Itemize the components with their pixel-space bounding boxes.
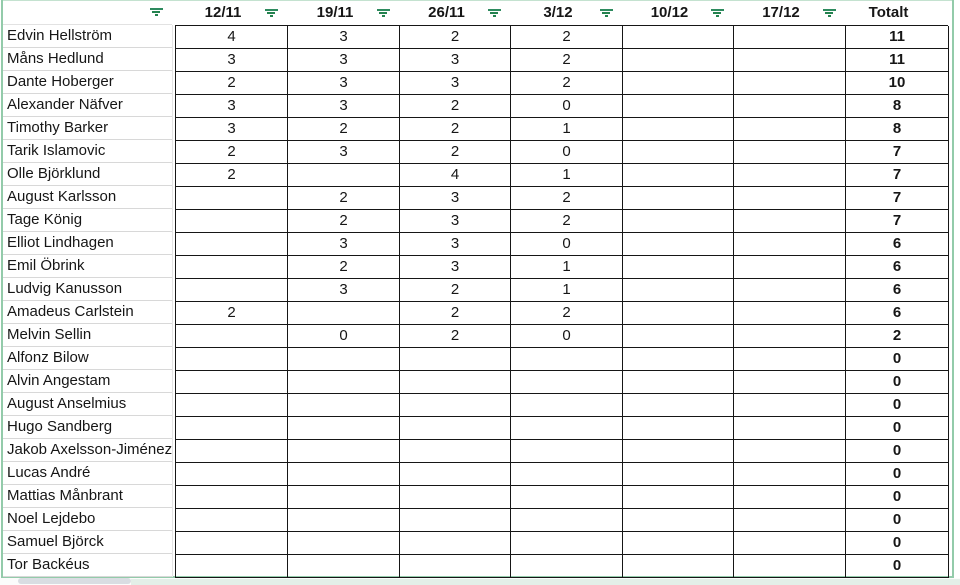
value-cell[interactable] (623, 302, 734, 325)
filter-lines-icon[interactable] (376, 9, 390, 17)
value-cell[interactable]: 3 (400, 72, 511, 95)
value-cell[interactable] (623, 210, 734, 233)
value-cell[interactable] (734, 348, 846, 371)
row-name-cell[interactable]: Noel Lejdebo (3, 508, 172, 531)
value-cell[interactable] (176, 394, 288, 417)
value-cell[interactable] (623, 164, 734, 187)
value-cell[interactable] (734, 164, 846, 187)
value-cell[interactable] (734, 532, 846, 555)
total-cell[interactable]: 0 (846, 394, 949, 417)
total-cell[interactable]: 0 (846, 555, 949, 578)
value-cell[interactable] (176, 256, 288, 279)
row-name-cell[interactable]: Dante Hoberger (3, 71, 172, 94)
value-cell[interactable]: 2 (288, 118, 400, 141)
row-name-cell[interactable]: Elliot Lindhagen (3, 232, 172, 255)
value-cell[interactable] (511, 417, 623, 440)
sheet-edge-strip (131, 579, 960, 585)
value-cell[interactable]: 0 (511, 233, 623, 256)
row-name-cell[interactable]: Emil Öbrink (3, 255, 172, 278)
value-cell[interactable]: 3 (400, 256, 511, 279)
total-cell[interactable]: 0 (846, 486, 949, 509)
value-cell[interactable] (734, 256, 846, 279)
value-cell[interactable] (176, 233, 288, 256)
value-cell[interactable]: 0 (511, 325, 623, 348)
value-cell[interactable]: 2 (400, 118, 511, 141)
value-cell[interactable] (511, 440, 623, 463)
total-cell[interactable]: 8 (846, 95, 949, 118)
value-cell[interactable] (511, 509, 623, 532)
value-cell[interactable] (400, 371, 511, 394)
row-name-cell[interactable]: Olle Björklund (3, 163, 172, 186)
value-cell[interactable] (400, 417, 511, 440)
value-cell[interactable]: 2 (511, 302, 623, 325)
column-header-label: 3/12 (543, 4, 573, 21)
value-cell[interactable] (176, 210, 288, 233)
value-cell[interactable] (176, 348, 288, 371)
value-cell[interactable] (734, 509, 846, 532)
value-cell[interactable]: 2 (176, 164, 288, 187)
filter-lines-icon[interactable] (710, 9, 724, 17)
value-cell[interactable] (176, 325, 288, 348)
column-header-label: 26/11 (428, 4, 465, 21)
value-cell[interactable]: 2 (400, 26, 511, 49)
total-cell[interactable]: 0 (846, 532, 949, 555)
value-cell[interactable] (288, 440, 400, 463)
value-cell[interactable] (511, 532, 623, 555)
value-cell[interactable] (176, 463, 288, 486)
total-cell[interactable]: 0 (846, 371, 949, 394)
value-cell[interactable] (734, 325, 846, 348)
total-cell[interactable]: 7 (846, 164, 949, 187)
row-name-cell[interactable]: Samuel Björck (3, 531, 172, 554)
value-cell[interactable] (623, 394, 734, 417)
total-cell[interactable]: 7 (846, 187, 949, 210)
row-name-cell[interactable]: Timothy Barker (3, 117, 172, 140)
row-name-cell[interactable]: Mattias Månbrant (3, 485, 172, 508)
value-cell[interactable] (734, 486, 846, 509)
value-cell[interactable]: 3 (176, 118, 288, 141)
value-cell[interactable] (176, 440, 288, 463)
value-cell[interactable] (288, 463, 400, 486)
column-header[interactable] (287, 0, 399, 25)
value-cell[interactable] (176, 187, 288, 210)
value-cell[interactable]: 3 (176, 49, 288, 72)
total-cell[interactable]: 0 (846, 440, 949, 463)
value-cell[interactable] (734, 302, 846, 325)
value-cell[interactable] (400, 532, 511, 555)
value-cell[interactable] (400, 486, 511, 509)
value-cell[interactable] (623, 95, 734, 118)
value-cell[interactable] (734, 394, 846, 417)
value-cell[interactable] (734, 49, 846, 72)
row-name-cell[interactable]: Melvin Sellin (3, 324, 172, 347)
value-cell[interactable] (400, 348, 511, 371)
value-cell[interactable] (288, 486, 400, 509)
value-cell[interactable] (623, 486, 734, 509)
value-cell[interactable]: 0 (511, 141, 623, 164)
value-cell[interactable]: 1 (511, 118, 623, 141)
row-name-cell[interactable]: Edvin Hellström (3, 25, 172, 48)
value-cell[interactable] (623, 417, 734, 440)
value-cell[interactable] (288, 164, 400, 187)
value-cell[interactable] (623, 279, 734, 302)
value-cell[interactable] (511, 555, 623, 578)
value-cell[interactable] (623, 26, 734, 49)
value-cell[interactable] (400, 440, 511, 463)
row-name-cell[interactable]: Jakob Axelsson-Jiménez (3, 439, 172, 462)
value-cell[interactable] (734, 555, 846, 578)
value-cell[interactable] (734, 233, 846, 256)
value-cell[interactable] (176, 509, 288, 532)
total-cell[interactable]: 6 (846, 256, 949, 279)
value-cell[interactable]: 3 (400, 187, 511, 210)
row-name-cell[interactable]: Måns Hedlund (3, 48, 172, 71)
value-cell[interactable]: 3 (400, 210, 511, 233)
value-cell[interactable]: 2 (400, 95, 511, 118)
value-cell[interactable] (734, 187, 846, 210)
value-cell[interactable] (400, 555, 511, 578)
value-cell[interactable] (623, 463, 734, 486)
value-cell[interactable] (734, 371, 846, 394)
value-cell[interactable] (623, 555, 734, 578)
value-cell[interactable] (734, 417, 846, 440)
column-header[interactable] (175, 0, 287, 25)
total-cell[interactable]: 7 (846, 141, 949, 164)
value-cell[interactable] (176, 486, 288, 509)
row-name-cell[interactable]: August Karlsson (3, 186, 172, 209)
value-cell[interactable]: 2 (288, 187, 400, 210)
value-cell[interactable] (288, 555, 400, 578)
value-cell[interactable] (176, 371, 288, 394)
value-cell[interactable] (400, 509, 511, 532)
value-cell[interactable] (288, 348, 400, 371)
total-cell[interactable]: 8 (846, 118, 949, 141)
value-cell[interactable] (511, 348, 623, 371)
value-cell[interactable]: 2 (400, 141, 511, 164)
column-header[interactable] (399, 0, 510, 25)
value-cell[interactable]: 1 (511, 164, 623, 187)
value-cell[interactable] (734, 440, 846, 463)
value-cell[interactable] (400, 463, 511, 486)
value-cell[interactable]: 3 (288, 72, 400, 95)
value-cell[interactable]: 3 (288, 49, 400, 72)
value-cell[interactable] (623, 440, 734, 463)
total-cell[interactable]: 2 (846, 325, 949, 348)
total-cell[interactable]: 11 (846, 26, 949, 49)
horizontal-scrollbar (0, 578, 960, 585)
total-cell[interactable]: 0 (846, 417, 949, 440)
value-cell[interactable]: 2 (511, 72, 623, 95)
value-cell[interactable] (734, 279, 846, 302)
total-cell[interactable]: 10 (846, 72, 949, 95)
filter-lines-icon[interactable] (599, 9, 613, 17)
column-header-label: Totalt (868, 4, 909, 21)
column-header-label: 10/12 (650, 4, 689, 21)
row-name-cell[interactable]: Hugo Sandberg (3, 416, 172, 439)
row-name-cell[interactable]: Alvin Angestam (3, 370, 172, 393)
filter-range-border-right (952, 0, 954, 578)
row-name-cell[interactable]: August Anselmius (3, 393, 172, 416)
value-cell[interactable] (623, 371, 734, 394)
value-cell[interactable] (734, 72, 846, 95)
column-header[interactable] (510, 0, 622, 25)
value-cell[interactable] (734, 463, 846, 486)
value-cell[interactable]: 2 (511, 49, 623, 72)
value-cell[interactable] (176, 532, 288, 555)
value-cell[interactable] (623, 118, 734, 141)
value-cell[interactable] (288, 394, 400, 417)
value-cell[interactable] (734, 141, 846, 164)
total-cell[interactable]: 0 (846, 348, 949, 371)
value-cell[interactable] (623, 256, 734, 279)
column-header[interactable] (622, 0, 733, 25)
value-cell[interactable]: 4 (176, 26, 288, 49)
value-cell[interactable]: 3 (288, 141, 400, 164)
filter-lines-icon[interactable] (264, 9, 278, 17)
row-name-cell[interactable]: Tor Backéus (3, 554, 172, 577)
value-cell[interactable] (623, 72, 734, 95)
value-cell[interactable]: 2 (176, 302, 288, 325)
value-cell[interactable] (511, 394, 623, 417)
row-name-cell[interactable]: Tage König (3, 209, 172, 232)
value-cell[interactable] (288, 371, 400, 394)
column-header-label: 12/11 (204, 4, 242, 21)
value-cell[interactable] (623, 509, 734, 532)
value-cell[interactable]: 0 (511, 95, 623, 118)
value-cell[interactable]: 3 (400, 49, 511, 72)
value-cell[interactable] (623, 141, 734, 164)
filter-lines-icon[interactable] (822, 9, 836, 17)
total-cell[interactable]: 6 (846, 302, 949, 325)
value-cell[interactable]: 3 (176, 95, 288, 118)
column-header[interactable] (733, 0, 845, 25)
value-cell[interactable] (623, 532, 734, 555)
value-cell[interactable]: 3 (288, 26, 400, 49)
value-cell[interactable] (176, 417, 288, 440)
total-cell[interactable]: 6 (846, 233, 949, 256)
value-cell[interactable] (288, 532, 400, 555)
value-cell[interactable] (288, 302, 400, 325)
value-cell[interactable] (623, 348, 734, 371)
value-cell[interactable]: 2 (288, 210, 400, 233)
value-cell[interactable] (734, 26, 846, 49)
value-cell[interactable] (288, 417, 400, 440)
data-grid (175, 25, 948, 578)
value-cell[interactable] (176, 279, 288, 302)
value-cell[interactable] (511, 371, 623, 394)
value-cell[interactable]: 0 (288, 325, 400, 348)
column-header-total[interactable] (845, 0, 948, 25)
header-row (175, 0, 948, 25)
value-cell[interactable] (623, 325, 734, 348)
name-column-gridline (172, 25, 173, 577)
name-column (3, 0, 172, 577)
value-cell[interactable] (400, 394, 511, 417)
value-cell[interactable] (734, 118, 846, 141)
column-header-label: 17/12 (762, 4, 800, 21)
value-cell[interactable]: 2 (176, 72, 288, 95)
value-cell[interactable] (734, 95, 846, 118)
value-cell[interactable]: 2 (400, 302, 511, 325)
value-cell[interactable]: 2 (400, 279, 511, 302)
value-cell[interactable]: 1 (511, 279, 623, 302)
row-name-cell[interactable]: Alfonz Bilow (3, 347, 172, 370)
value-cell[interactable] (511, 486, 623, 509)
scrollbar-thumb[interactable] (18, 578, 131, 584)
value-cell[interactable]: 4 (400, 164, 511, 187)
value-cell[interactable]: 3 (288, 279, 400, 302)
filter-lines-icon[interactable] (487, 9, 501, 17)
row-name-cell[interactable]: Amadeus Carlstein (3, 301, 172, 324)
value-cell[interactable] (623, 49, 734, 72)
value-cell[interactable] (623, 233, 734, 256)
value-cell[interactable] (288, 509, 400, 532)
value-cell[interactable]: 2 (176, 141, 288, 164)
row-name-cell[interactable]: Lucas André (3, 462, 172, 485)
row-name-cell[interactable]: Tarik Islamovic (3, 140, 172, 163)
filter-lines-icon[interactable] (149, 8, 163, 16)
column-header-label: 19/11 (316, 4, 354, 21)
name-column-header[interactable] (3, 0, 172, 25)
value-cell[interactable] (623, 187, 734, 210)
value-cell[interactable]: 2 (400, 325, 511, 348)
total-cell[interactable]: 0 (846, 463, 949, 486)
total-cell[interactable]: 6 (846, 279, 949, 302)
value-cell[interactable]: 3 (288, 233, 400, 256)
value-cell[interactable]: 3 (400, 233, 511, 256)
value-cell[interactable]: 2 (511, 26, 623, 49)
value-cell[interactable] (734, 210, 846, 233)
value-cell[interactable]: 2 (511, 187, 623, 210)
total-cell[interactable]: 0 (846, 509, 949, 532)
value-cell[interactable]: 2 (288, 256, 400, 279)
total-cell[interactable]: 7 (846, 210, 949, 233)
value-cell[interactable] (176, 555, 288, 578)
value-cell[interactable]: 2 (511, 210, 623, 233)
value-cell[interactable]: 1 (511, 256, 623, 279)
row-name-cell[interactable]: Ludvig Kanusson (3, 278, 172, 301)
value-cell[interactable]: 3 (288, 95, 400, 118)
total-cell[interactable]: 11 (846, 49, 949, 72)
row-name-cell[interactable]: Alexander Näfver (3, 94, 172, 117)
value-cell[interactable] (511, 463, 623, 486)
